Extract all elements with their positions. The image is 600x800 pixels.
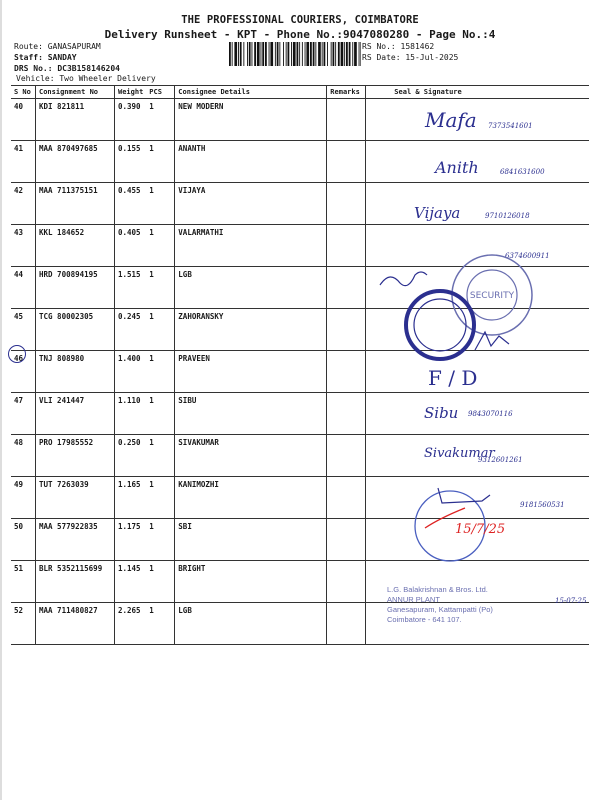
phone-42: 9710126018 xyxy=(485,212,530,220)
cell-consignment-no: MAA 577922835 xyxy=(36,519,115,561)
table-row xyxy=(11,309,589,351)
cell-consignment-no: PRO 17985552 xyxy=(36,435,115,477)
barcode-bar xyxy=(288,42,290,66)
barcode-bar xyxy=(354,42,357,66)
signature-47: Sibu xyxy=(424,404,459,422)
cell-weight: 1.165 xyxy=(115,477,147,519)
barcode-bar xyxy=(232,42,233,66)
cell-pcs: 1 xyxy=(146,477,175,519)
barcode-bar xyxy=(252,42,253,66)
cell-seal-signature xyxy=(366,477,589,519)
cell-remarks xyxy=(327,435,366,477)
stamp-line-4: Coimbatore - 641 107. xyxy=(387,615,462,624)
cell-remarks xyxy=(327,393,366,435)
cell-weight: 1.515 xyxy=(115,267,147,309)
cell-pcs: 1 xyxy=(146,435,175,477)
cell-weight: 0.245 xyxy=(115,309,147,351)
cell-remarks xyxy=(327,183,366,225)
barcode-bar xyxy=(297,42,299,66)
scan-edge xyxy=(0,0,2,800)
cell-consignment-no: MAA 711480827 xyxy=(36,603,115,645)
table-row xyxy=(11,393,589,435)
cell-seal-signature xyxy=(366,267,589,309)
cell-weight: 0.390 xyxy=(115,99,147,141)
rs-number: RS No.: 1581462 xyxy=(362,42,435,51)
cell-pcs: 1 xyxy=(146,393,175,435)
cell-remarks xyxy=(327,477,366,519)
cell-weight: 0.155 xyxy=(115,141,147,183)
barcode-bar xyxy=(335,42,336,66)
cell-consignment-no: TCG 80002305 xyxy=(36,309,115,351)
cell-remarks xyxy=(327,309,366,351)
cell-pcs: 1 xyxy=(146,351,175,393)
signature-42: Vijaya xyxy=(414,204,461,222)
cell-seal-signature xyxy=(366,351,589,393)
staff-label: Staff: SANDAY xyxy=(14,53,77,62)
barcode-bar xyxy=(243,42,244,66)
cell-pcs: 1 xyxy=(146,267,175,309)
cell-seal-signature xyxy=(366,183,589,225)
cell-sno: 51 xyxy=(11,561,36,603)
barcode-bar xyxy=(318,42,321,66)
cell-seal-signature xyxy=(366,561,589,603)
cell-sno: 41 xyxy=(11,141,36,183)
barcode-bar xyxy=(352,42,353,66)
barcode-bar xyxy=(324,42,326,66)
col-pcs: PCS xyxy=(146,86,175,99)
cell-weight: 1.145 xyxy=(115,561,147,603)
cell-pcs: 1 xyxy=(146,141,175,183)
cell-remarks xyxy=(327,603,366,645)
col-seal-signature: Seal & Signature xyxy=(366,86,589,99)
cell-seal-signature xyxy=(366,309,589,351)
runsheet-subtitle: Delivery Runsheet - KPT - Phone No.:9047080280 - Page No.:4 xyxy=(104,28,496,41)
cell-seal-signature xyxy=(366,519,589,561)
cell-pcs: 1 xyxy=(146,183,175,225)
cell-sno: 40 xyxy=(11,99,36,141)
cell-sno: 45 xyxy=(11,309,36,351)
table-row xyxy=(11,225,589,267)
cell-remarks xyxy=(327,351,366,393)
cell-consignee: SIVAKUMAR xyxy=(175,435,327,477)
cell-remarks xyxy=(327,267,366,309)
barcode-bar xyxy=(313,42,315,66)
cell-sno: 47 xyxy=(11,393,36,435)
barcode-bar xyxy=(254,42,256,66)
cell-consignee: SBI xyxy=(175,519,327,561)
phone-47: 9843070116 xyxy=(468,410,513,418)
barcode-bar xyxy=(275,42,276,66)
table-header-row xyxy=(11,86,589,99)
barcode-bar xyxy=(291,42,292,66)
cell-weight: 0.405 xyxy=(115,225,147,267)
cell-seal-signature xyxy=(366,603,589,645)
phone-43: 6374600911 xyxy=(505,252,550,260)
rs-date: RS Date: 15-Jul-2025 xyxy=(362,53,459,62)
cell-remarks xyxy=(327,225,366,267)
cell-consignment-no: KKL 184652 xyxy=(36,225,115,267)
cell-remarks xyxy=(327,561,366,603)
barcode-bar xyxy=(341,42,344,66)
col-remarks: Remarks xyxy=(327,86,366,99)
col-consignee: Consignee Details xyxy=(175,86,327,99)
cell-consignment-no: MAA 870497685 xyxy=(36,141,115,183)
cell-seal-signature xyxy=(366,99,589,141)
date-52: 15-07-25 xyxy=(555,597,587,605)
cell-remarks xyxy=(327,519,366,561)
cell-remarks xyxy=(327,141,366,183)
stamp-line-3: Ganesapuram, Kattampatti (Po) xyxy=(387,605,493,614)
signature-40: Mafa xyxy=(425,108,477,132)
table-row xyxy=(11,603,589,645)
cell-consignment-no: HRD 700894195 xyxy=(36,267,115,309)
cell-remarks xyxy=(327,99,366,141)
cell-consignee: ANANTH xyxy=(175,141,327,183)
cell-weight: 1.110 xyxy=(115,393,147,435)
runsheet-table xyxy=(11,85,589,645)
vehicle-label: Vehicle: Two Wheeler Delivery xyxy=(16,74,156,83)
cell-sno: 49 xyxy=(11,477,36,519)
barcode-bar xyxy=(299,42,300,66)
cell-seal-signature xyxy=(366,141,589,183)
barcode-bar xyxy=(277,42,279,66)
cell-sno: 50 xyxy=(11,519,36,561)
cell-pcs: 1 xyxy=(146,561,175,603)
cell-weight: 1.400 xyxy=(115,351,147,393)
barcode-bar xyxy=(270,42,273,66)
barcode-bar xyxy=(306,42,309,66)
cell-consignee: NEW MODERN xyxy=(175,99,327,141)
cell-seal-signature xyxy=(366,393,589,435)
stamp-line-1: L.G. Balakrishnan & Bros. Ltd. xyxy=(387,585,488,594)
cell-consignment-no: TUT 7263039 xyxy=(36,477,115,519)
barcode-bar xyxy=(269,42,270,66)
cell-seal-signature xyxy=(366,435,589,477)
table-row xyxy=(11,351,589,393)
phone-48: 9312601261 xyxy=(478,456,523,464)
phone-41: 6841631600 xyxy=(500,168,545,176)
barcode-bar xyxy=(322,42,323,66)
cell-consignment-no: MAA 711375151 xyxy=(36,183,115,225)
barcode-bar xyxy=(247,42,248,66)
barcode-bar xyxy=(333,42,335,66)
barcode-bar xyxy=(327,42,328,66)
cell-weight: 1.175 xyxy=(115,519,147,561)
phone-49: 9181560531 xyxy=(520,501,565,509)
barcode-bar xyxy=(349,42,351,66)
table-row xyxy=(11,477,589,519)
table-row xyxy=(11,183,589,225)
barcode-bar xyxy=(265,42,267,66)
barcode-bar xyxy=(359,42,360,66)
cell-consignment-no: VLI 241447 xyxy=(36,393,115,435)
cell-sno: 46 xyxy=(11,351,36,393)
barcode-bar xyxy=(283,42,284,66)
barcode-bar xyxy=(344,42,345,66)
cell-weight: 0.250 xyxy=(115,435,147,477)
signature-41: Anith xyxy=(435,158,479,177)
cell-weight: 2.265 xyxy=(115,603,147,645)
cell-consignee: VIJAYA xyxy=(175,183,327,225)
drs-number: DRS No.: DC3B158146204 xyxy=(14,64,120,73)
cell-sno: 52 xyxy=(11,603,36,645)
table-row xyxy=(11,99,589,141)
barcode-bar xyxy=(338,42,340,66)
table-row xyxy=(11,267,589,309)
barcode-bar xyxy=(240,42,242,66)
barcode-bar xyxy=(331,42,332,66)
company-title: THE PROFESSIONAL COURIERS, COIMBATORE xyxy=(181,14,419,26)
barcode-bar xyxy=(238,42,239,66)
cell-consignee: ZAHORANSKY xyxy=(175,309,327,351)
barcode-bar xyxy=(229,42,231,66)
cell-consignee: SIBU xyxy=(175,393,327,435)
cell-seal-signature xyxy=(366,225,589,267)
barcode-bar xyxy=(279,42,280,66)
cell-consignment-no: BLR 5352115699 xyxy=(36,561,115,603)
barcode-bar xyxy=(360,42,361,66)
cell-consignee: VALARMATHI xyxy=(175,225,327,267)
cell-consignee: KANIMOZHI xyxy=(175,477,327,519)
cell-pcs: 1 xyxy=(146,99,175,141)
barcode-bar xyxy=(286,42,287,66)
barcode-bar xyxy=(315,42,316,66)
table-row xyxy=(11,561,589,603)
cell-consignee: LGB xyxy=(175,603,327,645)
signature-48: Sivakumar xyxy=(424,446,495,461)
table-row xyxy=(11,141,589,183)
stamp-line-2: ANNUR PLANT xyxy=(387,595,440,604)
cell-pcs: 1 xyxy=(146,309,175,351)
barcode-bar xyxy=(262,42,264,66)
cell-weight: 0.455 xyxy=(115,183,147,225)
barcode-bar xyxy=(234,42,237,66)
cell-pcs: 1 xyxy=(146,603,175,645)
barcode-bar xyxy=(346,42,348,66)
cell-sno: 42 xyxy=(11,183,36,225)
barcode-bar xyxy=(305,42,306,66)
cell-consignee: BRIGHT xyxy=(175,561,327,603)
col-weight: Weight xyxy=(115,86,147,99)
cell-sno: 43 xyxy=(11,225,36,267)
cell-consignment-no: KDI 821811 xyxy=(36,99,115,141)
phone-40: 7373541601 xyxy=(488,122,533,130)
fd-mark-46: F / D xyxy=(428,366,478,390)
cell-consignee: LGB xyxy=(175,267,327,309)
cell-sno: 48 xyxy=(11,435,36,477)
col-sno: S No xyxy=(11,86,36,99)
route-label: Route: GANASAPURAM xyxy=(14,42,101,51)
barcode-bar xyxy=(302,42,303,66)
stamp-security-text: SECURITY xyxy=(469,291,515,301)
cell-consignment-no: TNJ 808980 xyxy=(36,351,115,393)
col-consignment: Consignment No xyxy=(36,86,115,99)
barcode xyxy=(229,42,361,66)
barcode-bar xyxy=(310,42,312,66)
cell-pcs: 1 xyxy=(146,519,175,561)
cell-consignee: PRAVEEN xyxy=(175,351,327,393)
table-row xyxy=(11,519,589,561)
barcode-bar xyxy=(249,42,251,66)
cell-sno: 44 xyxy=(11,267,36,309)
cell-pcs: 1 xyxy=(146,225,175,267)
date-50: 15/7/25 xyxy=(455,522,506,537)
barcode-bar xyxy=(293,42,296,66)
barcode-bar xyxy=(261,42,262,66)
barcode-bar xyxy=(257,42,260,66)
table-row xyxy=(11,435,589,477)
